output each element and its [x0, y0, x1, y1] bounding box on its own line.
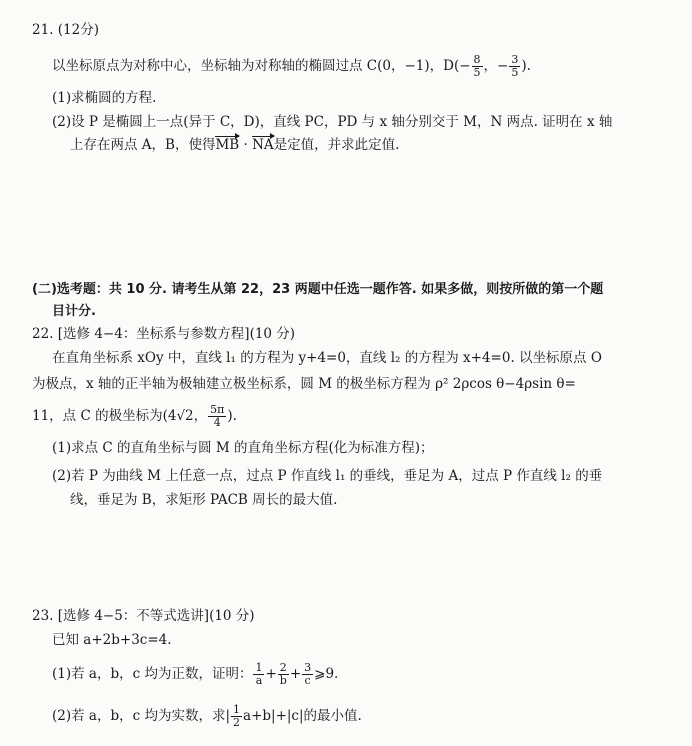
- q22-part2-line1: (2)若 P 为曲线 M 上任意一点，过点 P 作直线 l₁ 的垂线，垂足为 A，过点 P 作直线 l₂ 的垂: [52, 468, 603, 484]
- q21-stem-a: 以坐标原点为对称中心，坐标轴为对称轴的椭圆过点 C(0，−1)，D(−: [52, 58, 471, 74]
- q22-line2: 为极点，x 轴的正半轴为极轴建立极坐标系，圆 M 的极坐标方程为 ρ² 2ρcos θ−4ρsin θ=: [32, 376, 576, 392]
- fraction-3-5: [509, 54, 520, 79]
- q22-header: 22. [选修 4−4：坐标系与参数方程](10 分): [32, 326, 296, 342]
- q23-part2-b: a+b|+|c|的最小值.: [243, 708, 362, 724]
- q22-line3-b: ).: [227, 408, 237, 424]
- fraction-numerator: 3: [511, 53, 519, 66]
- q23-part2: [52, 704, 362, 729]
- q22-part2-line2: 线，垂足为 B，求矩形 PACB 周长的最大值.: [70, 492, 338, 508]
- q21-part1: (1)求椭圆的方程.: [52, 90, 157, 106]
- fraction-numerator: 1: [255, 661, 263, 674]
- dot-operator: ·: [239, 137, 253, 153]
- section2-line1: (二)选考题：共 10 分. 请考生从第 22，23 两题中任选一题作答. 如果多做，则按所做的第一个题: [32, 282, 604, 297]
- q21-part2-text-b: 是定值，并求此定值.: [273, 137, 400, 153]
- fraction-denominator: 4: [213, 416, 221, 429]
- fraction-denominator: c: [304, 674, 311, 687]
- fraction-numerator: 8: [473, 53, 481, 66]
- fraction-3-c: [302, 662, 313, 687]
- fraction-8-5: [472, 54, 483, 79]
- q22-part1: (1)求点 C 的直角坐标与圆 M 的直角坐标方程(化为标准方程)；: [52, 440, 434, 456]
- fraction-numerator: 1: [233, 703, 241, 716]
- vector-mb: MB: [215, 137, 240, 153]
- q21-header: 21. (12分): [32, 22, 99, 38]
- q23-part1-a: (1)若 a，b，c 均为正数，证明：: [52, 666, 253, 682]
- q21-stem-c: ).: [521, 58, 531, 74]
- fraction-5pi-4: [208, 404, 226, 429]
- fraction-numerator: 2: [279, 661, 287, 674]
- fraction-1-a: [253, 662, 264, 687]
- q21-part2-text-a: 上存在两点 A，B，使得: [70, 137, 216, 153]
- fraction-numerator: 5π: [210, 403, 225, 416]
- fraction-denominator: 5: [511, 66, 519, 79]
- fraction-denominator: 5: [473, 66, 481, 79]
- fraction-1-2: [231, 704, 242, 729]
- q21-stem-b: ，−: [483, 58, 509, 74]
- q23-part1-b: ⩾9.: [314, 666, 339, 682]
- plus-sign: +: [265, 666, 277, 682]
- fraction-denominator: b: [279, 674, 287, 687]
- q21-part2-line2: [70, 135, 399, 155]
- section2-line2: 目计分.: [52, 304, 96, 319]
- q21-part2-line1: (2)设 P 是椭圆上一点(异于 C，D)，直线 PC，PD 与 x 轴分别交于 M，N 两点. 证明在 x 轴: [52, 114, 613, 130]
- plus-sign: +: [289, 666, 302, 682]
- q22-line3-a: 11，点 C 的极坐标为(4√2，: [32, 408, 208, 424]
- fraction-numerator: 3: [304, 661, 312, 674]
- fraction-denominator: a: [255, 674, 263, 687]
- q23-given: 已知 a+2b+3c=4.: [52, 632, 172, 648]
- q22-line3: [32, 404, 237, 429]
- fraction-denominator: 2: [233, 716, 241, 729]
- q23-part2-a: (2)若 a，b，c 均为实数，求|: [52, 708, 231, 724]
- q23-part1: [52, 662, 338, 687]
- q21-stem: [52, 54, 531, 79]
- vector-na: NA: [252, 137, 274, 153]
- fraction-2-b: [278, 662, 289, 687]
- q23-header: 23. [选修 4−5：不等式选讲](10 分): [32, 608, 255, 624]
- q22-line1: 在直角坐标系 xOy 中，直线 l₁ 的方程为 y+4=0，直线 l₂ 的方程为 x+4=0. 以坐标原点 O: [52, 350, 602, 366]
